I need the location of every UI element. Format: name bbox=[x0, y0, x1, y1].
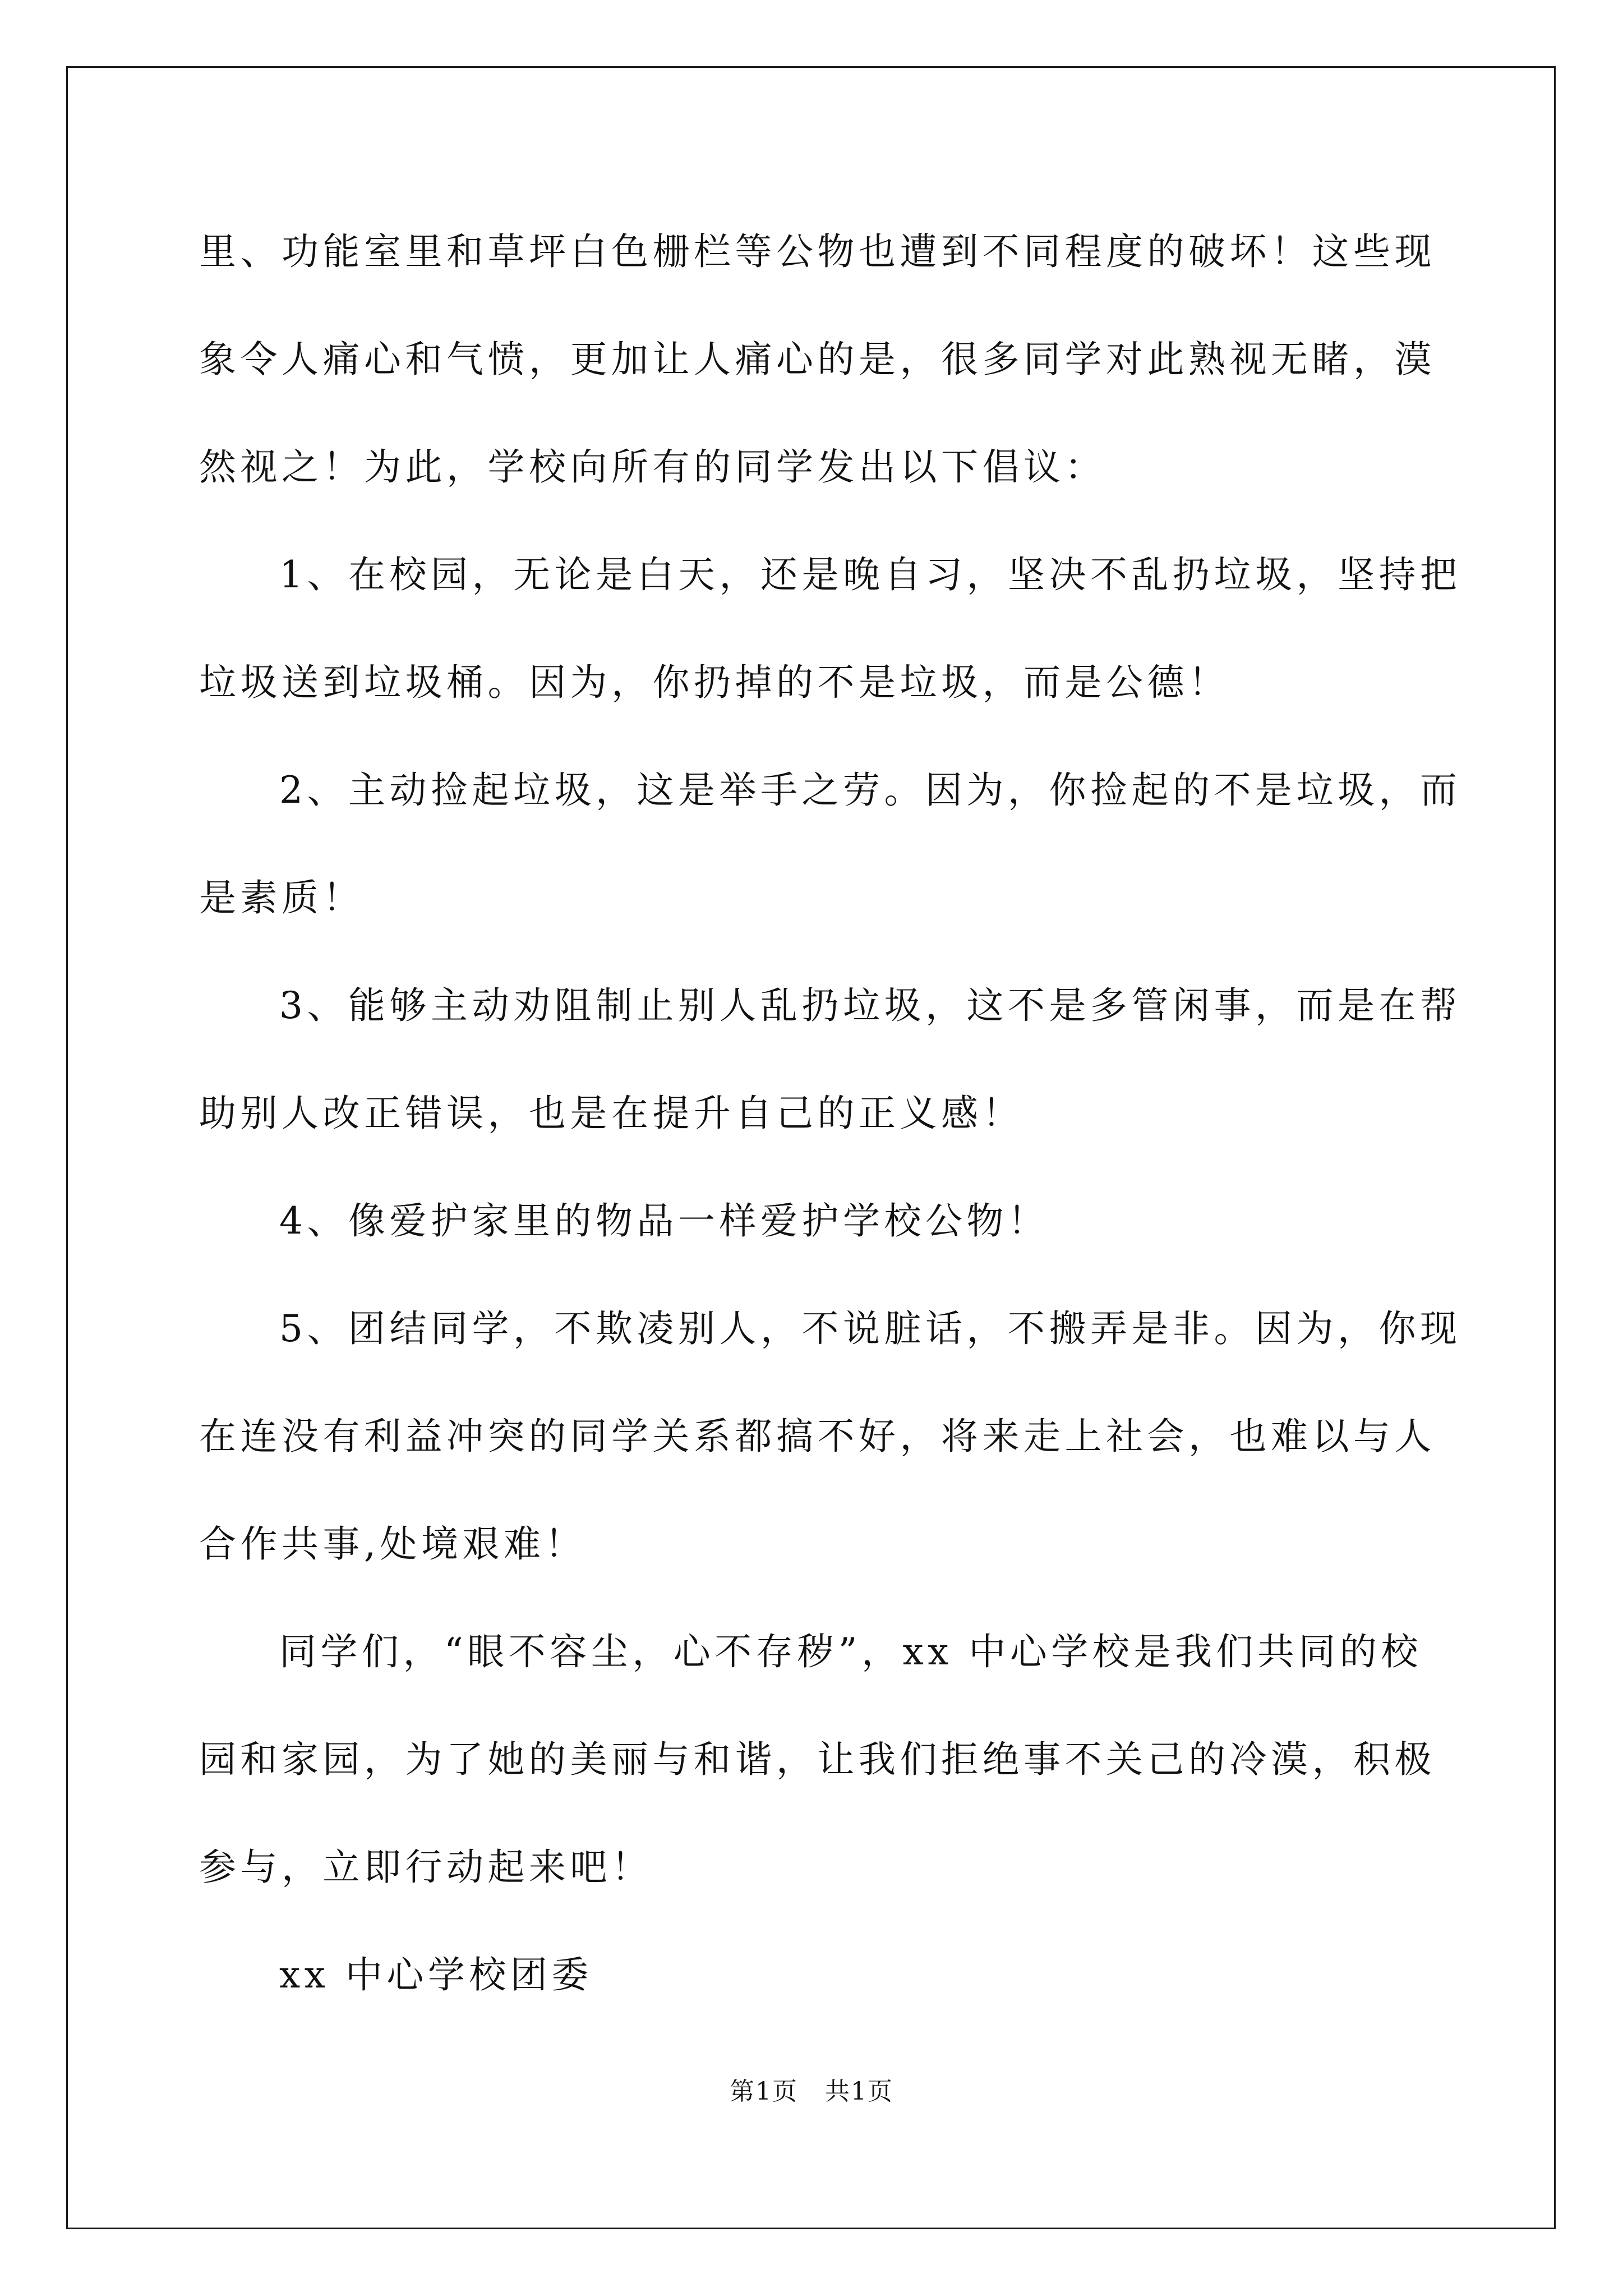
body-line: 然视之！为此，学校向所有的同学发出以下倡议： bbox=[199, 445, 1106, 489]
proposal-4-line: 4、像爱护家里的物品一样爱护学校公物！ bbox=[279, 1199, 1049, 1243]
body-line: 象令人痛心和气愤，更加让人痛心的是，很多同学对此熟视无睹，漠 bbox=[199, 338, 1436, 381]
proposal-2-line: 是素质！ bbox=[199, 876, 364, 919]
closing-line: 同学们，“眼不容尘，心不存秽”，xx 中心学校是我们共同的校 bbox=[279, 1630, 1422, 1673]
proposal-5-line: 5、团结同学，不欺凌别人，不说脏话，不搬弄是非。因为，你现 bbox=[279, 1307, 1461, 1350]
proposal-1-line: 1、在校园，无论是白天，还是晚自习，坚决不乱扔垃圾，坚持把 bbox=[279, 553, 1461, 596]
proposal-1-line: 垃圾送到垃圾桶。因为，你扔掉的不是垃圾，而是公德！ bbox=[199, 661, 1230, 704]
closing-line: 参与，立即行动起来吧！ bbox=[199, 1846, 653, 1889]
document-body bbox=[199, 198, 1461, 2029]
page-number-footer: 第1页 共1页 bbox=[730, 2077, 893, 2106]
proposal-3-line: 助别人改正错误，也是在提升自己的正义感！ bbox=[199, 1092, 1023, 1135]
signature: xx 中心学校团委 bbox=[279, 1953, 593, 1996]
proposal-2-line: 2、主动捡起垃圾，这是举手之劳。因为，你捡起的不是垃圾，而 bbox=[279, 769, 1461, 812]
proposal-3-line: 3、能够主动劝阻制止别人乱扔垃圾，这不是多管闲事，而是在帮 bbox=[279, 984, 1461, 1027]
closing-line: 园和家园，为了她的美丽与和谐，让我们拒绝事不关己的冷漠，积极 bbox=[199, 1738, 1436, 1781]
body-line: 里、功能室里和草坪白色栅栏等公物也遭到不同程度的破坏！这些现 bbox=[199, 230, 1436, 273]
proposal-5-line: 在连没有利益冲突的同学关系都搞不好，将来走上社会，也难以与人 bbox=[199, 1415, 1436, 1458]
proposal-5-line: 合作共事,处境艰难！ bbox=[199, 1522, 586, 1566]
